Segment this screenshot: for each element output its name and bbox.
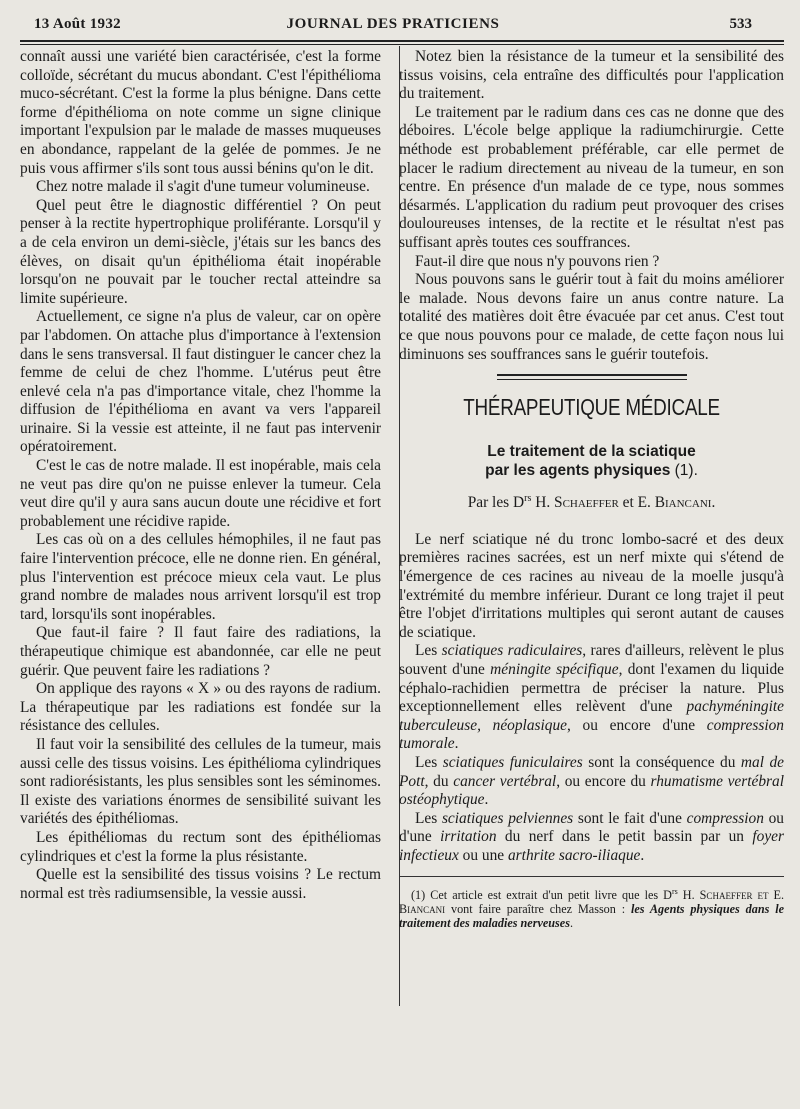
journal-title: JOURNAL DES PRATICIENS [286, 16, 500, 32]
footnote: (1) Cet article est extrait d'un petit livre que les $D^{rs}$ H. Schaeffer et E. Biancani vont faire paraître chez Masson : les Agents physiques dans le traitement des maladies nerveuses. [399, 886, 784, 931]
paragraph: Le nerf sciatique né du tronc lombo-sacré et des deux premières racines sacrées, est un nerf mixte qui s'étend de l'émergence de ces racines au niveau de la moelle jusqu'à l'extrémité du membre inférieur. Durant ce long trajet il peut être l'objet d'irritations multiples qui seront autant de causes de sciatique. [399, 530, 784, 641]
left-column [20, 48, 381, 903]
paragraph: Nous pouvons sans le guérir tout à fait du moins améliorer le malade. Nous devons faire un anus contre nature. La totalité des matières doit être évacuée par cet anus. C'est tout ce que nous pouvons pour ce malade, de cette façon nous lui diminuons ses souffrances sans le guérir toutefois. [399, 271, 784, 363]
section-separator [497, 374, 687, 380]
paragraph: Les sciatiques pelviennes sont le fait d'une compression ou d'une irritation du nerf dans le petit bassin par un foyer infectieux ou une arthrite sacro-iliaque. [399, 809, 784, 864]
author-name: E. Biancani [637, 494, 712, 512]
article-title [399, 442, 784, 480]
page-number: 533 [729, 16, 752, 32]
paragraph: Il faut voir la sensibilité des cellules de la tumeur, mais aussi celle des tissus voisins. Les épithélioma cylindriques sont radiorésistants, les plus sensibles sont les séminomes. Il existe des variations énormes de sensibilité suivant les variétés des épithéliomas. [20, 735, 381, 828]
byline-end: . [711, 494, 716, 512]
paragraph: Faut-il dire que nous n'y pouvons rien ? [415, 252, 660, 270]
paragraph: Chez notre malade il s'agit d'une tumeur volumineuse. [36, 178, 370, 196]
section-rubric: THÉRAPEUTIQUE MÉDICALE [463, 394, 720, 421]
article-byline [399, 490, 784, 513]
right-column [399, 48, 784, 931]
article-title-line: Le traitement de la sciatique [487, 443, 696, 461]
header-rule [20, 40, 784, 42]
article-title-line: par les agents physiques [485, 462, 671, 480]
footnote-ref: (1). [670, 462, 698, 480]
paragraph: Les cas où on a des cellules hémophiles, il ne faut pas faire l'intervention précoce, elle ne donne rien. En général, plus l'intervention est précoce mieux cela vaut. Le plus grand nombre de malades nous arrivent lorsqu'il est trop tard, lorsqu'ils sont inopérables. [20, 531, 381, 623]
paragraph: connaît aussi une variété bien caractérisée, c'est la forme colloïde, sécrétant du mucus abondant. C'est l'épithélioma muco-sécrétant. C'est la forme la plus bénigne. Dans cette forme d'épithélioma on note comme un signe clinique important l'expulsion par le malade de masses muqueuses en abondance, rappelant de la gelée de pommes. Je ne puis vous affirmer s'ils sont tous aussi bénins qu'on le dit. [20, 48, 381, 177]
footnote-rule [399, 876, 784, 877]
paragraph: Actuellement, ce signe n'a plus de valeur, car on opère par l'abdomen. On attache plus d'importance à l'extension dans le sens transversal. Il faut distinguer le cancer chez la femme de celui de chez l'homme. L'utérus peut être enlevé cela n'a pas d'importance vitale, chez l'homme la diffusion de l'épithélioma en avant va vers l'appareil urinaire. Si la vessie est atteinte, il ne faut pas intervenir opératoirement. [20, 308, 381, 456]
header-rule-thin [20, 44, 784, 45]
byline-and: et [618, 494, 638, 512]
paragraph: On applique des rayons « X » ou des rayons de radium. La thérapeutique par les radiations est fondée sur la résistance des cellules. [20, 680, 381, 735]
author-name: H. Schaeffer [531, 494, 619, 512]
paragraph: Les épithéliomas du rectum sont des épithéliomas cylindriques et c'est la forme la plus résistante. [20, 828, 381, 865]
issue-date: 13 Août 1932 [34, 16, 121, 32]
paragraph: Quel peut être le diagnostic différentiel ? On peut penser à la rectite hypertrophique proliférante. Lorsqu'il y a de cela environ un demi-siècle, j'étais sur les bancs des élèves, on disait qu'un épithélioma était inopérable lorsqu'on ne pouvait par le toucher rectal atteindre sa limite supérieure. [20, 196, 381, 307]
byline-prefix: Par les D [467, 494, 525, 512]
paragraph: Les sciatiques radiculaires, rares d'ailleurs, relèvent le plus souvent d'une méningite spécifique, dont l'examen du liquide céphalo-rachidien permettra de préciser la nature. Plus exceptionnellement elles relèvent d'une pachyméningite tuberculeuse, néoplasique, ou encore d'une compression tumorale. [399, 642, 785, 753]
paragraph: Le traitement par le radium dans ces cas ne donne que des déboires. L'école belge applique la radiumchirurgie. Cette méthode est probablement préférable, car elle permet de placer le radium directement au niveau de la tumeur, en son centre. En présence d'un malade de ce type, nous sommes désarmés. L'application du radium peut provoquer des crises douloureuses intenses, de la rectite et le résultat n'est pas suffisant après toutes ces souffrances. [399, 103, 784, 251]
byline-sup: rs [524, 493, 532, 505]
page-header [34, 14, 752, 38]
paragraph: Que faut-il faire ? Il faut faire des radiations, la thérapeutique chimique est abandonnée, car elle ne peut guérir. Que peuvent faire les radiations ? [20, 624, 381, 679]
paragraph: Notez bien la résistance de la tumeur et la sensibilité des tissus voisins, cela entraîne des difficultés pour l'application du traitement. [399, 48, 784, 103]
paragraph: Les sciatiques funiculaires sont la conséquence du mal de Pott, du cancer vertébral, ou encore du rhumatisme vertébral ostéophytique. [399, 753, 785, 809]
paragraph: C'est le cas de notre malade. Il est inopérable, mais cela ne veut pas dire qu'on ne puisse enlever la tumeur. Cela veut dire qu'il y aura sans aucun doute une récidive et fort probablement une récidive rapide. [20, 457, 381, 530]
paragraph: Quelle est la sensibilité des tissus voisins ? Le rectum normal est très radiumsensible, la vessie aussi. [20, 866, 381, 902]
